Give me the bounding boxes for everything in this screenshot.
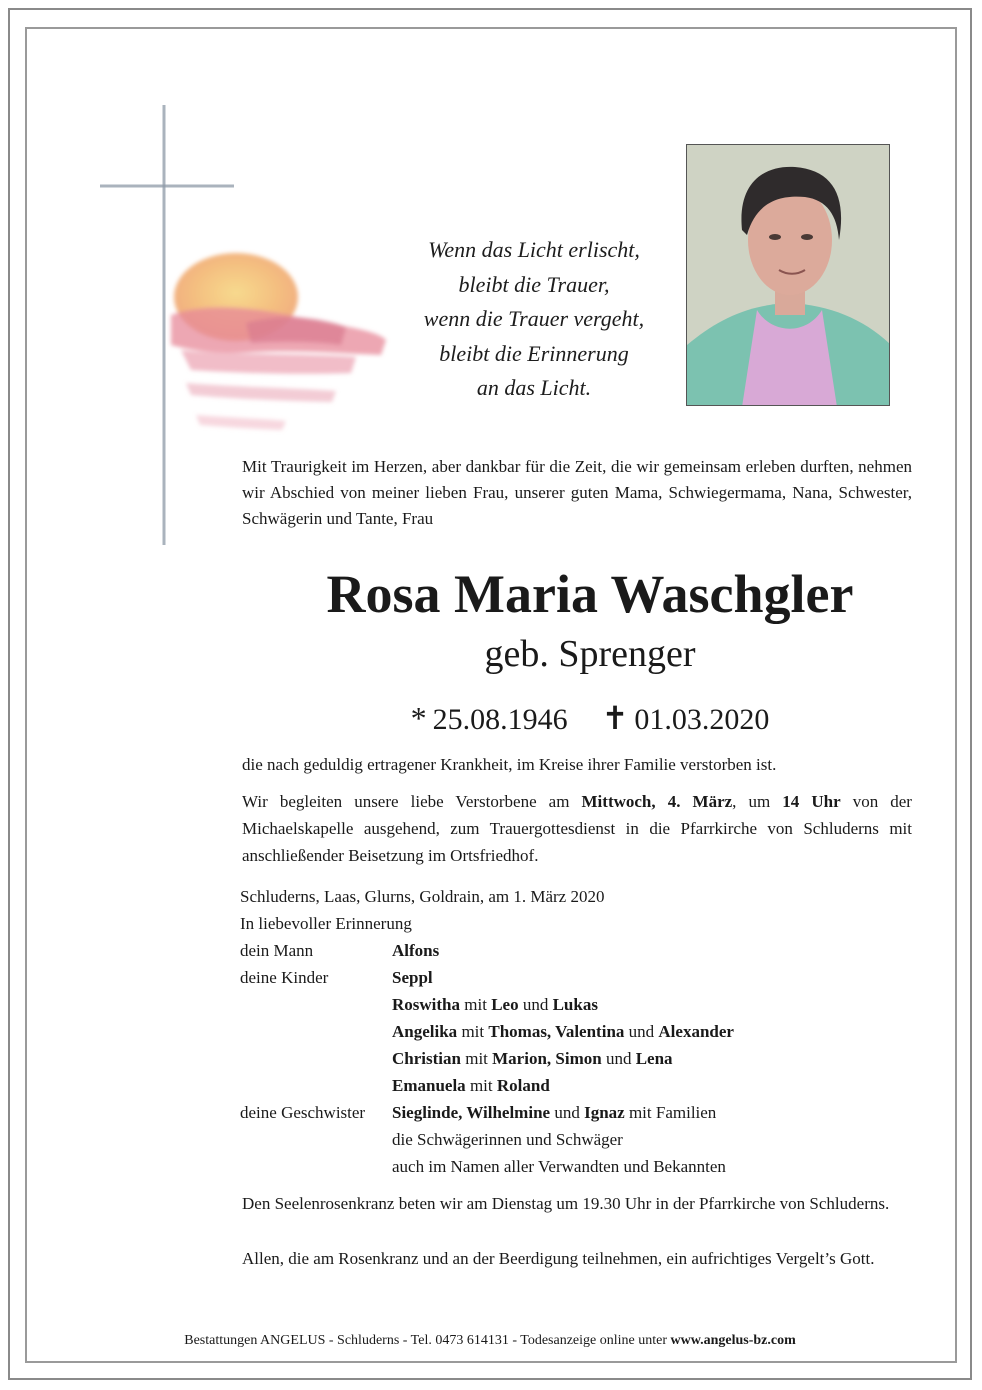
child-name: Christian bbox=[392, 1049, 461, 1068]
partner-name: Roland bbox=[496, 1076, 550, 1095]
death-cross-icon: ✝ bbox=[601, 700, 629, 736]
footer bbox=[100, 1331, 880, 1351]
birth-symbol: * bbox=[410, 700, 427, 736]
funeral-time: 14 Uhr bbox=[782, 792, 841, 811]
child-name: Roswitha bbox=[392, 995, 461, 1014]
connector: mit bbox=[465, 1049, 488, 1068]
siblings-label: deine Geschwister bbox=[240, 1103, 366, 1122]
sibling-names: Ignaz bbox=[584, 1103, 625, 1122]
life-dates bbox=[230, 696, 950, 742]
grandchild-name: Alexander bbox=[658, 1022, 734, 1041]
poem-line: Wenn das Licht erlischt, bbox=[428, 237, 640, 262]
husband-label: dein Mann bbox=[240, 941, 314, 960]
connector: mit bbox=[469, 1076, 493, 1095]
in-laws: die Schwägerinnen und Schwäger bbox=[392, 1130, 623, 1149]
birth-date: 25.08.1946 bbox=[432, 703, 568, 736]
intro-text bbox=[242, 454, 912, 532]
child-entry bbox=[392, 1072, 550, 1099]
child-name: Emanuela bbox=[392, 1076, 466, 1095]
poem-line: bleibt die Trauer, bbox=[458, 271, 610, 297]
connector: und bbox=[628, 1022, 655, 1041]
portrait-photo bbox=[686, 144, 890, 406]
grandchild-name: Lukas bbox=[552, 995, 598, 1014]
child-entry bbox=[392, 991, 598, 1018]
funeral-day: Mittwoch, 4. März bbox=[581, 792, 733, 811]
child-name: Angelika bbox=[392, 1022, 458, 1041]
child-entry bbox=[392, 964, 433, 991]
partner-name: Leo bbox=[491, 995, 519, 1014]
deceased-name: Rosa Maria Waschgler bbox=[326, 564, 854, 624]
siblings-entry bbox=[392, 1099, 716, 1126]
grandchild-name: Lena bbox=[635, 1049, 673, 1068]
thanks-paragraph: Allen, die am Rosenkranz und an der Beerdigung teilnehmen, ein aufrichtiges Vergelt’s Gott. bbox=[242, 1249, 875, 1268]
connector: mit bbox=[461, 1022, 485, 1041]
poem-line: wenn die Trauer vergeht, bbox=[423, 306, 645, 331]
footer-text: Bestattungen ANGELUS - Schluderns - Tel. 0473 614131 - Todesanzeige online unter bbox=[184, 1333, 671, 1348]
partner-name: Thomas, Valentina bbox=[488, 1022, 625, 1041]
death-note: die nach geduldig ertragener Krankheit, im Kreise ihrer Familie verstorben ist. bbox=[242, 755, 777, 774]
maiden-name: geb. Sprenger bbox=[484, 633, 696, 675]
child-name: Seppl bbox=[392, 968, 433, 987]
poem-line: bleibt die Erinnerung bbox=[439, 340, 629, 366]
funeral-text: Wir begleiten unsere liebe Verstorbene am bbox=[242, 792, 582, 811]
poem-line: an das Licht. bbox=[476, 375, 592, 400]
death-date: 01.03.2020 bbox=[634, 703, 770, 736]
child-entry bbox=[392, 1045, 673, 1072]
connector: und bbox=[605, 1049, 632, 1068]
sibling-names: Sieglinde, Wilhelmine bbox=[392, 1103, 551, 1122]
connector: mit Familien bbox=[628, 1103, 717, 1122]
memory-line: In liebevoller Erinnerung bbox=[240, 914, 412, 933]
footer-link[interactable]: www.angelus-bz.com bbox=[670, 1333, 796, 1348]
place-date: Schluderns, Laas, Glurns, Goldrain, am 1. März 2020 bbox=[240, 887, 605, 906]
funeral-text: von der Michaelskapelle ausgehend, zum Trauergottesdienst in die Pfarrkirche von Schluderns mit anschließender Beisetzung im Ortsfriedhof. bbox=[242, 792, 912, 865]
relatives: auch im Namen aller Verwandten und Bekannten bbox=[392, 1157, 726, 1176]
connector: und bbox=[522, 995, 549, 1014]
funeral-text: , um bbox=[732, 792, 783, 811]
connector: mit bbox=[464, 995, 487, 1014]
partner-name: Marion, Simon bbox=[492, 1049, 602, 1068]
children-label: deine Kinder bbox=[240, 968, 329, 987]
husband-name bbox=[392, 937, 439, 964]
connector: und bbox=[554, 1103, 580, 1122]
child-entry bbox=[392, 1018, 734, 1045]
funeral-paragraph bbox=[242, 788, 912, 869]
husband-name-text: Alfons bbox=[392, 941, 440, 960]
rosary-paragraph: Den Seelenrosenkranz beten wir am Dienstag um 19.30 Uhr in der Pfarrkirche von Schluderns. bbox=[242, 1194, 890, 1213]
poem bbox=[400, 233, 668, 406]
intro-paragraph: Mit Traurigkeit im Herzen, aber dankbar für die Zeit, die wir gemeinsam erleben durften, nehmen wir Abschied von meiner lieben Frau, unserer guten Mama, Schwiegermama, Nana, Schwester, Schwägerin und Tante, Frau bbox=[242, 457, 912, 528]
